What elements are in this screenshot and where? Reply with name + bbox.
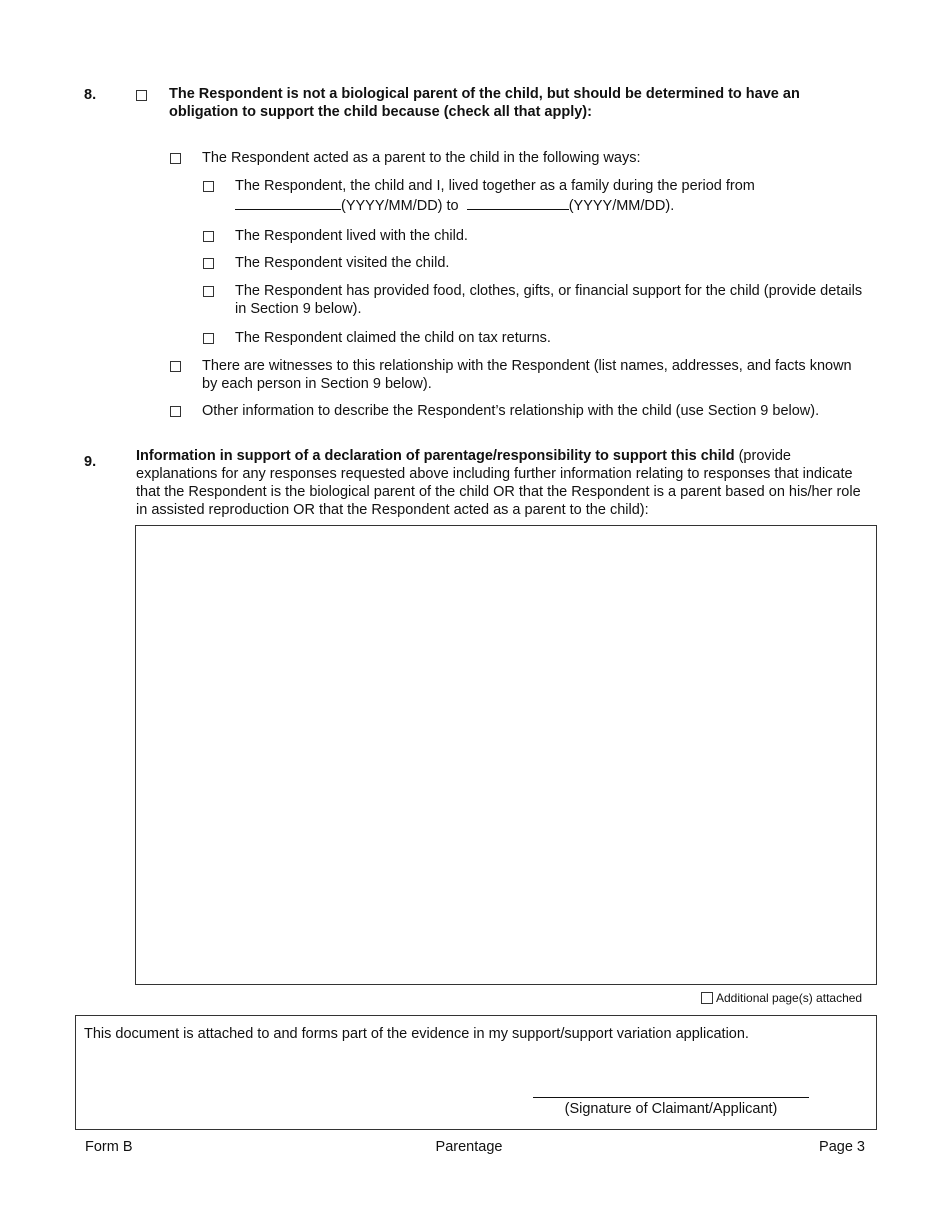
additional-pages-label: Additional page(s) attached xyxy=(716,991,863,1005)
additional-pages-checkbox[interactable] xyxy=(701,992,713,1004)
claimed-tax-label: The Respondent claimed the child on tax returns. xyxy=(235,330,551,346)
section-9-number: 9. xyxy=(84,454,97,470)
section-9-heading-rest: (provide explanations for any responses requested above including further information relating to responses that indicate that the Respondent is the biological parent of the child OR that the Respondent is a parent based on his/her role in assisted reproduction OR that the Respondent acted as a parent to the child): xyxy=(136,448,861,518)
lived-together-label: The Respondent, the child and I, lived together as a family during the period from xyxy=(235,178,755,194)
visited-child-checkbox[interactable] xyxy=(203,258,214,269)
footer-title: Parentage xyxy=(435,1139,503,1155)
footer-form: Form B xyxy=(85,1139,133,1155)
from-date-format: (YYYY/MM/DD) to xyxy=(341,198,459,214)
to-date-format: (YYYY/MM/DD). xyxy=(568,198,675,214)
acted-as-parent-label: The Respondent acted as a parent to the child in the following ways: xyxy=(202,150,641,166)
acted-as-parent-checkbox[interactable] xyxy=(170,153,181,164)
provided-support-checkbox[interactable] xyxy=(203,286,214,297)
attestation-text: This document is attached to and forms part of the evidence in my support/support variation application. xyxy=(84,1026,749,1042)
lived-with-child-label: The Respondent lived with the child. xyxy=(235,228,468,244)
lived-together-period xyxy=(235,195,674,215)
section-8-heading: The Respondent is not a biological parent of the child, but should be determined to have an obligation to support the child because (check all that apply): xyxy=(169,86,800,120)
from-date-field[interactable] xyxy=(235,195,341,210)
visited-child-label: The Respondent visited the child. xyxy=(235,255,450,271)
provided-support-label: The Respondent has provided food, clothes, gifts, or financial support for the child (provide details in Section 9 below). xyxy=(235,283,863,317)
section-8-checkbox[interactable] xyxy=(136,90,147,101)
section-8-number: 8. xyxy=(84,87,97,103)
witnesses-checkbox[interactable] xyxy=(170,361,181,372)
section-9-heading xyxy=(136,447,874,519)
section-9-text-area[interactable] xyxy=(135,525,877,985)
other-info-checkbox[interactable] xyxy=(170,406,181,417)
to-date-field[interactable] xyxy=(467,195,569,210)
signature-line[interactable] xyxy=(533,1097,809,1098)
signature-label: (Signature of Claimant/Applicant) xyxy=(564,1101,778,1117)
claimed-tax-checkbox[interactable] xyxy=(203,333,214,344)
other-info-label: Other information to describe the Respondent’s relationship with the child (use Section 9 below). xyxy=(202,403,820,419)
lived-with-child-checkbox[interactable] xyxy=(203,231,214,242)
lived-together-checkbox[interactable] xyxy=(203,181,214,192)
section-9-heading-bold: Information in support of a declaration of parentage/responsibility to support this child xyxy=(136,448,735,464)
witnesses-label: There are witnesses to this relationship with the Respondent (list names, addresses, and facts known by each person in Section 9 below). xyxy=(202,358,852,392)
footer-page: Page 3 xyxy=(819,1139,865,1155)
